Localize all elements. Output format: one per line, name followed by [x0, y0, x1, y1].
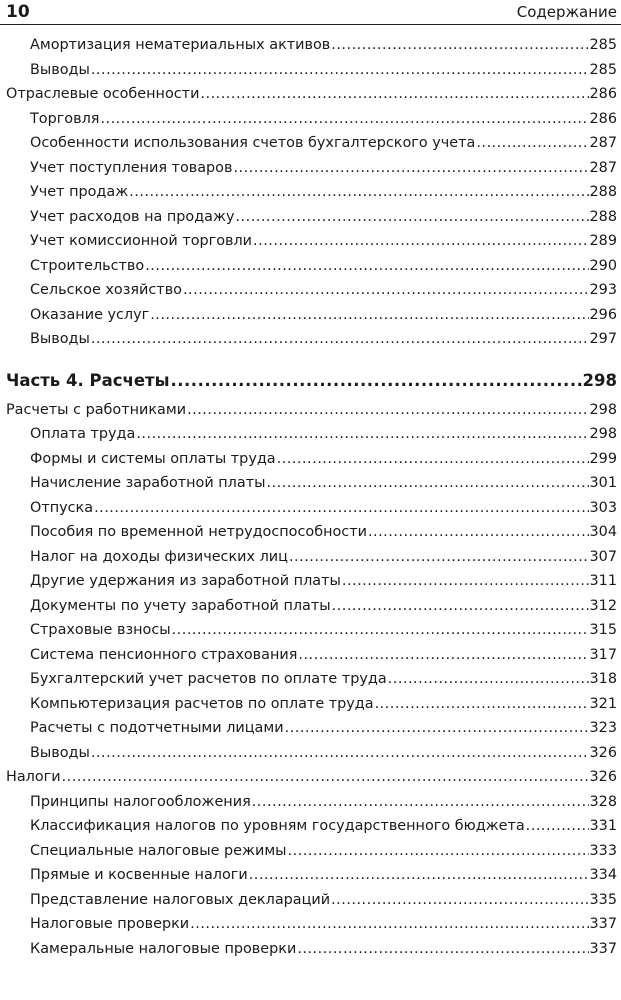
dot-leader	[150, 308, 588, 322]
toc-entry	[0, 398, 621, 423]
toc-entry-page: 304	[589, 524, 617, 540]
toc-entry	[0, 471, 621, 496]
toc-entry-page: 317	[589, 646, 617, 663]
dot-leader	[368, 525, 589, 539]
toc-entry-page: 333	[589, 842, 617, 859]
toc-entry	[0, 156, 621, 181]
dot-leader	[476, 136, 588, 150]
toc-entry	[0, 205, 621, 230]
dot-leader	[129, 185, 588, 199]
toc-entry-title: Страховые взносы	[30, 622, 171, 638]
toc-entry-page: 286	[589, 86, 617, 102]
toc-entry-page: 337	[589, 916, 617, 932]
toc-entry-title: Расчеты с работниками	[6, 401, 187, 418]
dot-leader	[297, 942, 588, 956]
toc-entry-title: Отраслевые особенности	[6, 86, 200, 102]
toc-entry	[0, 107, 621, 132]
toc-entry-page: 286	[589, 110, 617, 127]
toc-entry-page: 298	[589, 426, 617, 442]
dot-leader	[190, 917, 588, 931]
toc-entry-title: Торговля	[30, 110, 100, 127]
toc-entry-title: Отпуска	[30, 499, 94, 516]
toc-entry-title: Классификация налогов по уровням государственного бюджета	[30, 818, 525, 834]
toc-entry-page: 326	[589, 769, 617, 785]
toc-part-heading	[0, 368, 621, 394]
toc-entry	[0, 131, 621, 156]
dot-leader	[342, 574, 589, 588]
toc-entry	[0, 692, 621, 717]
toc-entry-page: 297	[589, 331, 617, 347]
toc-entry-title: Документы по учету заработной платы	[30, 597, 331, 614]
toc-entry	[0, 58, 621, 83]
dot-leader	[91, 332, 589, 346]
toc-entry-page: 307	[589, 548, 617, 565]
toc-entry-title: Представление налоговых деклараций	[30, 891, 331, 908]
toc-entry-page: 323	[589, 720, 617, 736]
toc-entry-title: Специальные налоговые режимы	[30, 842, 287, 859]
toc-entry-title: Другие удержания из заработной платы	[30, 573, 341, 589]
toc-entry-page: 299	[589, 450, 617, 467]
dot-leader	[171, 373, 582, 390]
toc-entry	[0, 594, 621, 619]
dot-leader	[249, 868, 589, 882]
toc-entry	[0, 912, 621, 937]
toc-entry-page: 301	[589, 475, 617, 491]
dot-leader	[183, 283, 589, 297]
toc-entry-page: 303	[589, 499, 617, 516]
toc-entry	[0, 937, 621, 962]
toc-entry-page: 287	[589, 135, 617, 151]
toc-entry-title: Учет расходов на продажу	[30, 208, 235, 225]
toc-entry-page: 288	[589, 184, 617, 200]
toc-entry-page: 326	[589, 744, 617, 761]
toc-entry	[0, 327, 621, 352]
toc-entry-page: 337	[589, 940, 617, 957]
dot-leader	[100, 112, 588, 126]
toc-entry-title: Учет комиссионной торговли	[30, 233, 253, 249]
toc-entry	[0, 545, 621, 570]
dot-leader	[200, 87, 588, 101]
dot-leader	[253, 234, 588, 248]
dot-leader	[136, 427, 588, 441]
toc-entry-page: 285	[589, 61, 617, 78]
toc-entry-title: Компьютеризация расчетов по оплате труда	[30, 695, 374, 712]
toc-entry	[0, 278, 621, 303]
dot-leader	[388, 672, 589, 686]
toc-entry-title: Система пенсионного страхования	[30, 646, 298, 663]
toc-entry-title: Строительство	[30, 257, 145, 274]
dot-leader	[62, 770, 589, 784]
toc-entry-page: 335	[589, 891, 617, 908]
toc-entry	[0, 741, 621, 766]
dot-leader	[331, 38, 588, 52]
toc-entry	[0, 814, 621, 839]
toc-entry	[0, 765, 621, 790]
dot-leader	[277, 452, 589, 466]
toc-entry-title: Часть 4. Расчеты	[6, 370, 170, 390]
toc-entry-title: Выводы	[30, 744, 90, 761]
toc-entry-page: 318	[589, 671, 617, 687]
toc-entry-page: 334	[589, 867, 617, 883]
dot-leader	[235, 210, 588, 224]
toc-entry-page: 285	[589, 37, 617, 53]
dot-leader	[233, 161, 588, 175]
toc-entry-title: Пособия по временной нетрудоспособности	[30, 524, 367, 540]
toc-entry-page: 290	[589, 257, 617, 274]
toc-entry	[0, 569, 621, 594]
dot-leader	[252, 795, 589, 809]
dot-leader	[375, 697, 589, 711]
toc-entry-page: 298	[589, 401, 617, 418]
toc-entry-title: Особенности использования счетов бухгалтерского учета	[30, 135, 476, 151]
toc-entry-title: Налоговые проверки	[30, 916, 190, 932]
toc-entry	[0, 33, 621, 58]
table-of-contents	[0, 33, 621, 961]
dot-leader	[285, 721, 589, 735]
dot-leader	[289, 550, 589, 564]
toc-entry	[0, 520, 621, 545]
toc-entry	[0, 839, 621, 864]
toc-entry	[0, 180, 621, 205]
dot-leader	[266, 476, 588, 490]
toc-entry-page: 328	[589, 793, 617, 810]
toc-entry-page: 311	[589, 573, 617, 589]
toc-entry-page: 315	[589, 622, 617, 638]
dot-leader	[332, 599, 589, 613]
running-title: Содержание	[516, 3, 617, 21]
toc-entry-title: Оказание услуг	[30, 306, 150, 323]
toc-entry-title: Принципы налогообложения	[30, 793, 251, 810]
dot-leader	[288, 844, 589, 858]
toc-entry-page: 287	[589, 159, 617, 176]
toc-entry	[0, 422, 621, 447]
dot-leader	[145, 259, 588, 273]
dot-leader	[526, 819, 589, 833]
toc-entry-title: Налог на доходы физических лиц	[30, 548, 288, 565]
toc-entry-page: 293	[589, 282, 617, 298]
toc-entry-page: 296	[589, 306, 617, 323]
toc-entry	[0, 447, 621, 472]
dot-leader	[91, 746, 589, 760]
toc-entry	[0, 716, 621, 741]
toc-entry-page: 298	[582, 370, 617, 390]
toc-entry	[0, 303, 621, 328]
toc-entry-title: Формы и системы оплаты труда	[30, 450, 276, 467]
toc-entry	[0, 229, 621, 254]
dot-leader	[94, 501, 588, 515]
toc-entry-title: Сельское хозяйство	[30, 282, 182, 298]
toc-entry-title: Расчеты с подотчетными лицами	[30, 720, 284, 736]
toc-entry	[0, 863, 621, 888]
toc-entry-title: Бухгалтерский учет расчетов по оплате труда	[30, 671, 387, 687]
toc-entry	[0, 667, 621, 692]
toc-entry	[0, 254, 621, 279]
toc-entry-title: Оплата труда	[30, 426, 136, 442]
toc-entry	[0, 496, 621, 521]
toc-entry	[0, 643, 621, 668]
toc-entry-page: 331	[589, 818, 617, 834]
toc-entry-page: 288	[589, 208, 617, 225]
header-rule	[0, 24, 621, 25]
dot-leader	[187, 403, 588, 417]
toc-entry-title: Прямые и косвенные налоги	[30, 867, 248, 883]
page-header	[0, 0, 621, 24]
dot-leader	[331, 893, 588, 907]
toc-entry	[0, 888, 621, 913]
toc-entry	[0, 82, 621, 107]
toc-entry-page: 312	[589, 597, 617, 614]
toc-entry-title: Учет продаж	[30, 184, 129, 200]
toc-entry-title: Выводы	[30, 331, 90, 347]
page-number: 10	[6, 2, 30, 22]
toc-entry	[0, 790, 621, 815]
toc-entry-title: Начисление заработной платы	[30, 475, 266, 491]
toc-entry-title: Выводы	[30, 61, 90, 78]
dot-leader	[172, 623, 589, 637]
toc-entry-title: Амортизация нематериальных активов	[30, 37, 331, 53]
toc-entry	[0, 618, 621, 643]
toc-entry-title: Налоги	[6, 769, 61, 785]
toc-entry-page: 289	[589, 233, 617, 249]
toc-entry-title: Камеральные налоговые проверки	[30, 940, 297, 957]
toc-entry-page: 321	[589, 695, 617, 712]
dot-leader	[298, 648, 588, 662]
toc-entry-title: Учет поступления товаров	[30, 159, 233, 176]
dot-leader	[91, 63, 589, 77]
